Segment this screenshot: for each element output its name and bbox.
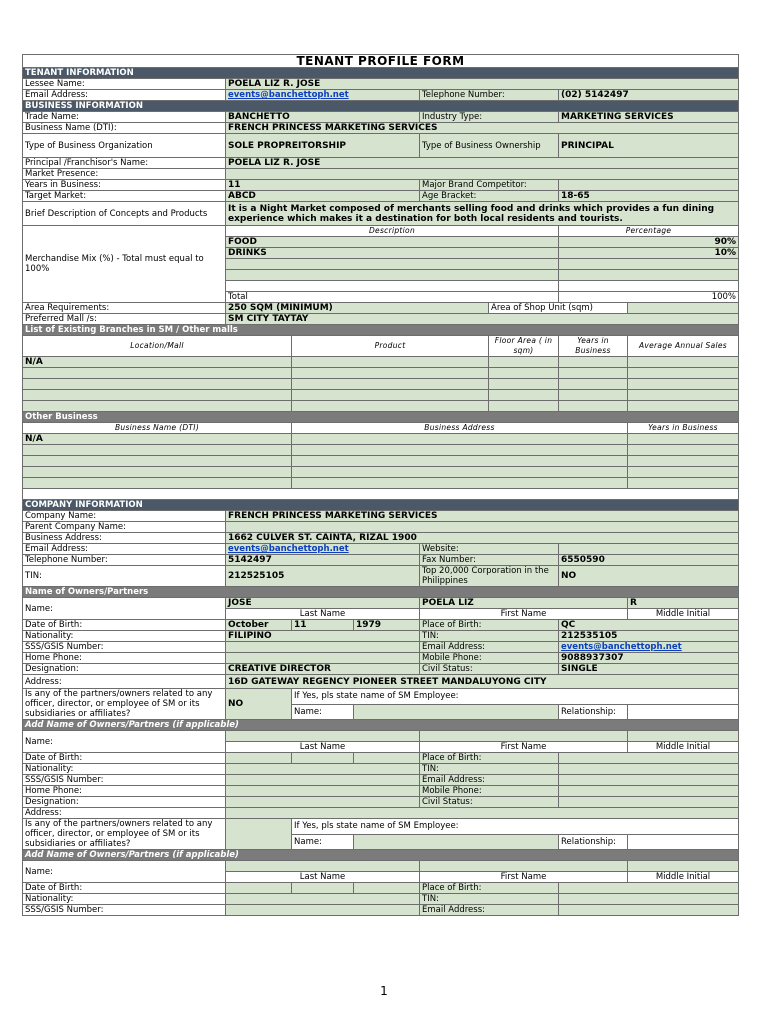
owner3-tin-field[interactable] [559, 894, 739, 905]
branch-location-cell[interactable] [23, 390, 292, 401]
page-number: 1 [380, 984, 388, 998]
mix-description-row[interactable] [226, 259, 559, 270]
owner2-home-phone-field[interactable] [226, 786, 420, 797]
spacer-row [23, 489, 739, 500]
middle-initial-caption: Middle Initial [628, 609, 739, 620]
industry-type-label: Industry Type: [420, 112, 559, 123]
mix-description-row[interactable] [226, 281, 559, 292]
owner2-designation-label: Designation: [23, 797, 226, 808]
owner2-related-answer[interactable] [226, 819, 292, 850]
owner2-civil-status-label: Civil Status: [420, 797, 559, 808]
section-existing-branches: List of Existing Branches in SM / Other malls [23, 325, 739, 336]
owner3-nationality-field[interactable] [226, 894, 420, 905]
related-question-label: Is any of the partners/owners related to any officer, director, or employee of SM or its subsidiaries or affiliates? [23, 689, 226, 720]
section-company-information: COMPANY INFORMATION [23, 500, 739, 511]
branch-floor-cell[interactable] [489, 368, 559, 379]
other-business-years-header: Years in Business [628, 423, 739, 434]
sss-label: SSS/GSIS Number: [23, 642, 226, 653]
principal-name-label: Principal /Franchisor's Name: [23, 158, 226, 169]
principal-name-field[interactable]: POELA LIZ R. JOSE [226, 158, 739, 169]
fax-field[interactable]: 6550590 [559, 555, 739, 566]
branch-floor-cell[interactable] [489, 401, 559, 412]
section-business-information: BUSINESS INFORMATION [23, 101, 739, 112]
branch-product-header: Product [292, 336, 489, 357]
email-label: Email Address: [23, 90, 226, 101]
owner3-name-label: Name: [23, 861, 226, 883]
nationality-field[interactable]: FILIPINO [226, 631, 420, 642]
mix-percentage-row[interactable] [559, 281, 739, 292]
owner2-employee-name-label: Name: [292, 834, 354, 850]
mix-description-header: Description [226, 226, 559, 237]
other-business-name-cell[interactable] [23, 467, 292, 478]
other-business-address-header: Business Address [292, 423, 628, 434]
owner3-tin-label: TIN: [420, 894, 559, 905]
section-owners-partners: Name of Owners/Partners [23, 587, 739, 598]
owner3-sss-label: SSS/GSIS Number: [23, 905, 226, 916]
owner-middle-initial-field[interactable]: R [628, 598, 739, 609]
top20000-field[interactable]: NO [559, 566, 739, 587]
owner3-first-name-field[interactable] [420, 861, 628, 872]
other-business-years-cell[interactable] [628, 456, 739, 467]
pob-label: Place of Birth: [420, 620, 559, 631]
trade-name-field[interactable]: BANCHETTO [226, 112, 420, 123]
form-table [22, 54, 739, 916]
owner2-pob-label: Place of Birth: [420, 753, 559, 764]
owner2-civil-status-field[interactable] [559, 797, 739, 808]
first-name-caption: First Name [420, 872, 628, 883]
target-market-label: Target Market: [23, 191, 226, 202]
mix-total-value: 100% [559, 292, 739, 303]
other-business-years-cell[interactable] [628, 445, 739, 456]
owner2-pob-field[interactable] [559, 753, 739, 764]
organization-type-field[interactable]: SOLE PROPREITORSHIP [226, 134, 420, 158]
sss-field[interactable] [226, 642, 420, 653]
area-requirements-label: Area Requirements: [23, 303, 226, 314]
last-name-caption: Last Name [226, 609, 420, 620]
owner-email-link[interactable]: events@banchettoph.net [561, 642, 682, 652]
company-address-label: Business Address: [23, 533, 226, 544]
employee-name-field[interactable] [354, 704, 559, 720]
owner3-sss-field[interactable] [226, 905, 420, 916]
section-other-business: Other Business [23, 412, 739, 423]
branch-product-cell[interactable] [292, 357, 489, 368]
home-phone-field[interactable] [226, 653, 420, 664]
brief-description-label: Brief Description of Concepts and Products [23, 202, 226, 226]
telephone-label: Telephone Number: [420, 90, 559, 101]
address-field[interactable]: 16D GATEWAY REGENCY PIONEER STREET MANDALUYONG CITY [226, 675, 739, 689]
preferred-mall-label: Preferred Mall /s: [23, 314, 226, 325]
owner2-sss-field[interactable] [226, 775, 420, 786]
industry-type-field[interactable]: MARKETING SERVICES [559, 112, 739, 123]
owner2-designation-field[interactable] [226, 797, 420, 808]
company-telephone-label: Telephone Number: [23, 555, 226, 566]
years-in-business-field[interactable]: 11 [226, 180, 420, 191]
other-business-address-cell[interactable] [292, 467, 628, 478]
other-business-name-header: Business Name (DTI) [23, 423, 292, 434]
owner-name-label: Name: [23, 598, 226, 620]
other-business-years-cell[interactable] [628, 478, 739, 489]
owner2-dob-month-field[interactable] [226, 753, 292, 764]
market-presence-label: Market Presence: [23, 169, 226, 180]
branch-sales-cell[interactable] [628, 379, 739, 390]
website-label: Website: [420, 544, 559, 555]
organization-type-label: Type of Business Organization [23, 134, 226, 158]
age-bracket-label: Age Bracket: [420, 191, 559, 202]
mix-percentage-row[interactable]: 90% [559, 237, 739, 248]
home-phone-label: Home Phone: [23, 653, 226, 664]
owner3-nationality-label: Nationality: [23, 894, 226, 905]
owner2-relationship-field[interactable] [628, 834, 739, 850]
branch-sales-cell[interactable] [628, 357, 739, 368]
age-bracket-field[interactable]: 18-65 [559, 191, 739, 202]
trade-name-label: Trade Name: [23, 112, 226, 123]
tenant-profile-form [22, 54, 738, 916]
middle-initial-caption: Middle Initial [628, 872, 739, 883]
telephone-field[interactable]: (02) 5142497 [559, 90, 739, 101]
mix-description-row[interactable]: DRINKS [226, 248, 559, 259]
owner2-home-phone-label: Home Phone: [23, 786, 226, 797]
other-business-address-cell[interactable] [292, 456, 628, 467]
branch-floor-cell[interactable] [489, 390, 559, 401]
owner-last-name-field[interactable]: JOSE [226, 598, 420, 609]
branch-location-header: Location/Mall [23, 336, 292, 357]
owner2-address-field[interactable] [226, 808, 739, 819]
owner3-last-name-field[interactable] [226, 861, 420, 872]
owner3-email-label: Email Address: [420, 905, 559, 916]
mix-percentage-row[interactable] [559, 270, 739, 281]
website-field[interactable] [559, 544, 739, 555]
owner2-dob-label: Date of Birth: [23, 753, 226, 764]
other-business-years-cell[interactable] [628, 434, 739, 445]
relationship-label: Relationship: [559, 704, 628, 720]
other-business-address-cell[interactable] [292, 478, 628, 489]
civil-status-field[interactable]: SINGLE [559, 664, 739, 675]
top20000-label: Top 20,000 Corporation in the Philippines [420, 566, 559, 587]
owner2-nationality-field[interactable] [226, 764, 420, 775]
branch-product-cell[interactable] [292, 390, 489, 401]
other-business-name-cell[interactable] [23, 445, 292, 456]
company-email-label: Email Address: [23, 544, 226, 555]
owner2-nationality-label: Nationality: [23, 764, 226, 775]
mobile-phone-field[interactable]: 9088937307 [559, 653, 739, 664]
section-tenant-information: TENANT INFORMATION [23, 68, 739, 79]
owner3-dob-year-field[interactable] [354, 883, 420, 894]
company-tin-field[interactable]: 212525105 [226, 566, 420, 587]
lessee-label: Lessee Name: [23, 79, 226, 90]
other-business-name-cell[interactable]: N/A [23, 434, 292, 445]
branch-years-header: Years in Business [559, 336, 628, 357]
sm-employee-prompt: If Yes, pls state name of SM Employee: [292, 689, 739, 705]
email-link[interactable]: events@banchettoph.net [228, 90, 349, 100]
market-presence-field[interactable] [226, 169, 739, 180]
branch-sales-cell[interactable] [628, 390, 739, 401]
dob-day-field[interactable]: 11 [292, 620, 354, 631]
mix-percentage-row[interactable]: 10% [559, 248, 739, 259]
owner-tin-field[interactable]: 212535105 [559, 631, 739, 642]
owner2-email-field[interactable] [559, 775, 739, 786]
mix-percentage-row[interactable] [559, 259, 739, 270]
owner2-employee-name-field[interactable] [354, 834, 559, 850]
ownership-type-label: Type of Business Ownership [420, 134, 559, 158]
parent-company-field[interactable] [226, 522, 739, 533]
branch-years-cell[interactable] [559, 368, 628, 379]
owner2-related-question: Is any of the partners/owners related to any officer, director, or employee of SM or its subsidiaries or affiliates? [23, 819, 226, 850]
branch-floor-cell[interactable] [489, 379, 559, 390]
civil-status-label: Civil Status: [420, 664, 559, 675]
shop-area-field[interactable] [628, 303, 739, 314]
branch-sales-cell[interactable] [628, 401, 739, 412]
nationality-label: Nationality: [23, 631, 226, 642]
owner2-dob-year-field[interactable] [354, 753, 420, 764]
lessee-field[interactable]: POELA LIZ R. JOSE [226, 79, 739, 90]
dob-month-field[interactable]: October [226, 620, 292, 631]
branch-location-cell[interactable] [23, 379, 292, 390]
form-title: TENANT PROFILE FORM [23, 55, 739, 68]
dob-year-field[interactable]: 1979 [354, 620, 420, 631]
company-telephone-field[interactable]: 5142497 [226, 555, 420, 566]
company-name-label: Company Name: [23, 511, 226, 522]
owner3-pob-label: Place of Birth: [420, 883, 559, 894]
branch-sales-header: Average Annual Sales [628, 336, 739, 357]
business-name-field[interactable]: FRENCH PRINCESS MARKETING SERVICES [226, 123, 739, 134]
owner2-first-name-field[interactable] [420, 731, 628, 742]
competitor-label: Major Brand Competitor: [420, 180, 559, 191]
relationship-field[interactable] [628, 704, 739, 720]
competitor-field[interactable] [559, 180, 739, 191]
owner2-tin-label: TIN: [420, 764, 559, 775]
mix-percentage-header: Percentage [559, 226, 739, 237]
business-name-label: Business Name (DTI): [23, 123, 226, 134]
area-requirements-field[interactable]: 250 SQM (MINIMUM) [226, 303, 489, 314]
section-additional-owners-2: Add Name of Owners/Partners (if applicable) [23, 850, 739, 861]
designation-field[interactable]: CREATIVE DIRECTOR [226, 664, 420, 675]
mobile-phone-label: Mobile Phone: [420, 653, 559, 664]
owner2-last-name-field[interactable] [226, 731, 420, 742]
dob-label: Date of Birth: [23, 620, 226, 631]
owner3-dob-month-field[interactable] [226, 883, 292, 894]
middle-initial-caption: Middle Initial [628, 742, 739, 753]
owner2-sss-label: SSS/GSIS Number: [23, 775, 226, 786]
section-additional-owners: Add Name of Owners/Partners (if applicable) [23, 720, 739, 731]
owner3-pob-field[interactable] [559, 883, 739, 894]
owner-email-label: Email Address: [420, 642, 559, 653]
branch-years-cell[interactable] [559, 379, 628, 390]
branch-floor-cell[interactable] [489, 357, 559, 368]
owner2-middle-initial-field[interactable] [628, 731, 739, 742]
branch-years-cell[interactable] [559, 390, 628, 401]
owner-first-name-field[interactable]: POELA LIZ [420, 598, 628, 609]
other-business-address-cell[interactable] [292, 434, 628, 445]
branch-location-cell[interactable] [23, 401, 292, 412]
owner2-name-label: Name: [23, 731, 226, 753]
first-name-caption: First Name [420, 609, 628, 620]
mix-description-row[interactable] [226, 270, 559, 281]
other-business-address-cell[interactable] [292, 445, 628, 456]
company-tin-label: TIN: [23, 566, 226, 587]
designation-label: Designation: [23, 664, 226, 675]
owner2-address-label: Address: [23, 808, 226, 819]
first-name-caption: First Name [420, 742, 628, 753]
company-address-field[interactable]: 1662 CULVER ST. CAINTA, RIZAL 1900 [226, 533, 739, 544]
ownership-type-field[interactable]: PRINCIPAL [559, 134, 739, 158]
employee-name-label: Name: [292, 704, 354, 720]
owner-tin-label: TIN: [420, 631, 559, 642]
owner3-email-field[interactable] [559, 905, 739, 916]
branch-floor-area-header: Floor Area ( in sqm) [489, 336, 559, 357]
address-label: Address: [23, 675, 226, 689]
owner3-dob-label: Date of Birth: [23, 883, 226, 894]
fax-label: Fax Number: [420, 555, 559, 566]
related-answer-field[interactable]: NO [226, 689, 292, 720]
preferred-mall-field[interactable]: SM CITY TAYTAY [226, 314, 739, 325]
last-name-caption: Last Name [226, 742, 420, 753]
mix-total-label: Total [226, 292, 559, 303]
company-name-field[interactable]: FRENCH PRINCESS MARKETING SERVICES [226, 511, 739, 522]
branch-location-cell[interactable]: N/A [23, 357, 292, 368]
years-in-business-label: Years in Business: [23, 180, 226, 191]
owner2-tin-field[interactable] [559, 764, 739, 775]
shop-area-label: Area of Shop Unit (sqm) [489, 303, 628, 314]
merchandise-mix-label: Merchandise Mix (%) - Total must equal to 100% [23, 226, 226, 303]
other-business-years-cell[interactable] [628, 467, 739, 478]
owner3-dob-day-field[interactable] [292, 883, 354, 894]
branch-location-cell[interactable] [23, 368, 292, 379]
target-market-field[interactable]: ABCD [226, 191, 420, 202]
pob-field[interactable]: QC [559, 620, 739, 631]
branch-product-cell[interactable] [292, 368, 489, 379]
owner2-relationship-label: Relationship: [559, 834, 628, 850]
branch-product-cell[interactable] [292, 401, 489, 412]
other-business-name-cell[interactable] [23, 478, 292, 489]
company-email-link[interactable]: events@banchettoph.net [228, 544, 349, 554]
owner2-dob-day-field[interactable] [292, 753, 354, 764]
branch-years-cell[interactable] [559, 357, 628, 368]
branch-product-cell[interactable] [292, 379, 489, 390]
brief-description-field[interactable]: It is a Night Market composed of merchants selling food and drinks which provides a fun dining experience which makes it a destination for both local residents and tourists. [226, 202, 739, 226]
branch-years-cell[interactable] [559, 401, 628, 412]
owner2-email-label: Email Address: [420, 775, 559, 786]
owner2-mobile-field[interactable] [559, 786, 739, 797]
parent-company-label: Parent Company Name: [23, 522, 226, 533]
branch-sales-cell[interactable] [628, 368, 739, 379]
owner2-sm-employee-prompt: If Yes, pls state name of SM Employee: [292, 819, 739, 835]
owner2-mobile-label: Mobile Phone: [420, 786, 559, 797]
mix-description-row[interactable]: FOOD [226, 237, 559, 248]
other-business-name-cell[interactable] [23, 456, 292, 467]
last-name-caption: Last Name [226, 872, 420, 883]
owner3-middle-initial-field[interactable] [628, 861, 739, 872]
